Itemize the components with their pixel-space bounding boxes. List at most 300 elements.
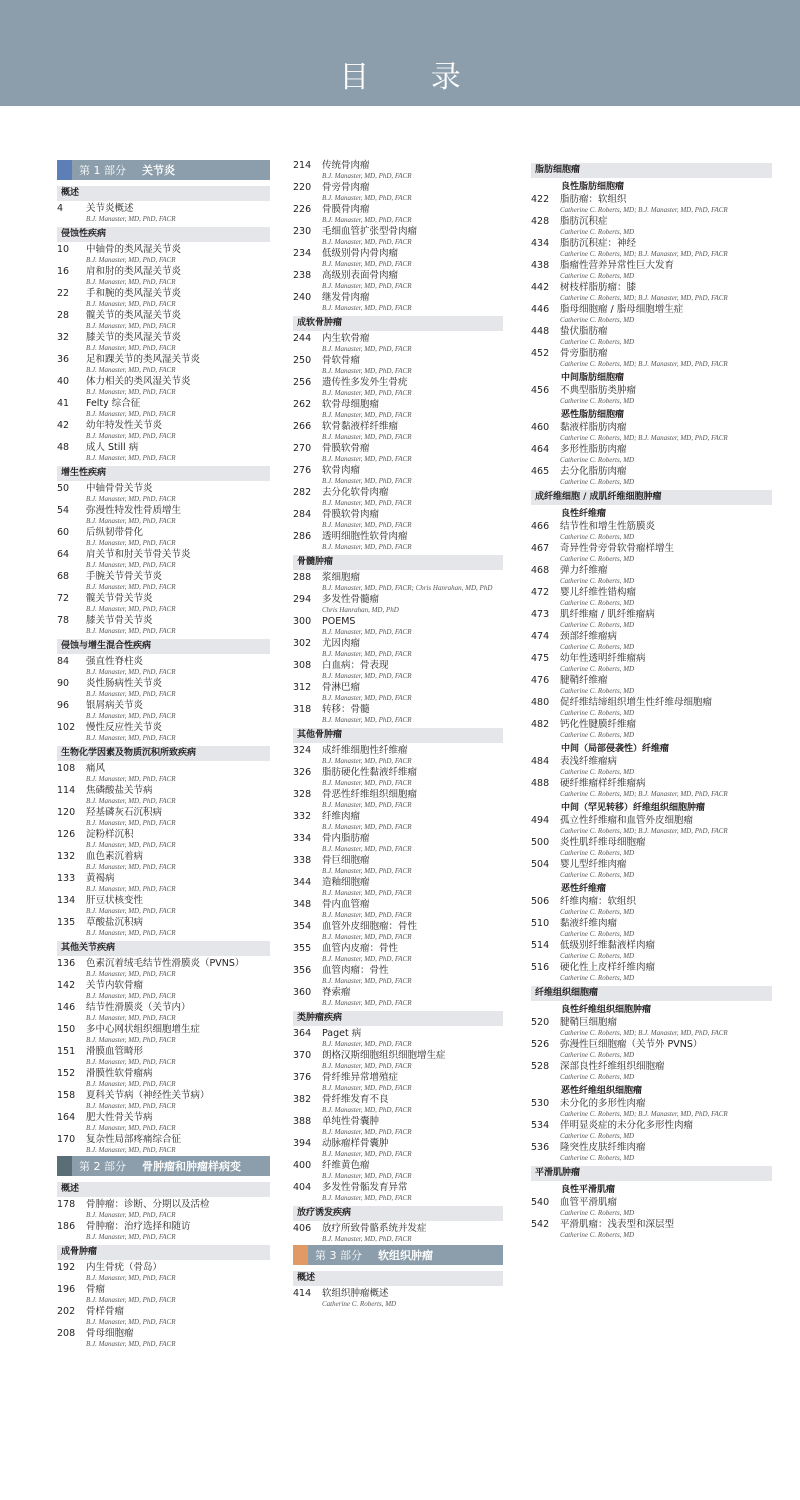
toc-entry[interactable] bbox=[293, 160, 503, 181]
entry-title[interactable]: 继发骨肉瘤 bbox=[322, 292, 370, 303]
toc-entry[interactable] bbox=[531, 697, 772, 718]
toc-entry[interactable] bbox=[531, 837, 772, 858]
toc-entry[interactable] bbox=[293, 1094, 503, 1115]
entry-title[interactable]: 软骨肉瘤 bbox=[322, 465, 361, 476]
toc-entry[interactable] bbox=[531, 719, 772, 740]
entry-author: B.J. Manaster, MD, PhD, FACR bbox=[322, 1106, 412, 1114]
entry-title[interactable]: 树枝样脂肪瘤：膝 bbox=[560, 282, 637, 293]
entry-title[interactable]: 脂肪沉积症 bbox=[560, 216, 608, 227]
entry-title[interactable]: 慢性反应性关节炎 bbox=[86, 722, 163, 733]
entry-title[interactable]: 传统骨肉瘤 bbox=[322, 160, 370, 171]
entry-title[interactable]: 动脉瘤样骨囊肿 bbox=[322, 1138, 389, 1149]
toc-entry[interactable] bbox=[531, 238, 772, 259]
toc-entry[interactable] bbox=[293, 745, 503, 766]
entry-title[interactable]: 夏科关节病（神经性关节病） bbox=[86, 1090, 210, 1101]
page-number: 355 bbox=[293, 943, 312, 954]
entry-title[interactable]: 滑膜性软骨瘤病 bbox=[86, 1068, 153, 1079]
toc-entry[interactable] bbox=[531, 778, 772, 799]
entry-title[interactable]: 不典型脂肪类肿瘤 bbox=[560, 385, 637, 396]
toc-entry[interactable] bbox=[531, 653, 772, 674]
toc-entry[interactable] bbox=[531, 896, 772, 917]
entry-title[interactable]: 硬纤维瘤样纤维瘤病 bbox=[560, 778, 646, 789]
entry-title[interactable]: 黏液样脂肪肉瘤 bbox=[560, 422, 627, 433]
entry-title[interactable]: 骨膜软骨肉瘤 bbox=[322, 509, 380, 520]
entry-text bbox=[322, 1138, 503, 1159]
entry-title[interactable]: 婴儿型纤维肉瘤 bbox=[560, 859, 627, 870]
entry-title[interactable]: 幼年特发性关节炎 bbox=[86, 420, 163, 431]
toc-entry[interactable] bbox=[531, 422, 772, 443]
toc-entry[interactable] bbox=[57, 310, 270, 331]
entry-title[interactable]: 软骨母细胞瘤 bbox=[322, 399, 380, 410]
entry-title[interactable]: 深部良性纤维组织细胞瘤 bbox=[560, 1061, 665, 1072]
entry-title[interactable]: 软组织肿瘤概述 bbox=[322, 1288, 389, 1299]
toc-entry[interactable] bbox=[531, 940, 772, 961]
toc-entry[interactable] bbox=[531, 466, 772, 487]
entry-title[interactable]: 色素沉着绒毛结节性滑膜炎（PVNS） bbox=[86, 958, 245, 969]
entry-title[interactable]: 成纤维细胞性纤维瘤 bbox=[322, 745, 408, 756]
toc-entry[interactable] bbox=[531, 194, 772, 215]
entry-title[interactable]: 弥漫性巨细胞瘤（关节外 PVNS） bbox=[560, 1039, 703, 1050]
page-number: 456 bbox=[531, 385, 550, 396]
entry-title[interactable]: 转移：骨髓 bbox=[322, 704, 370, 715]
entry-title[interactable]: 脂瘤性营养异常性巨大发育 bbox=[560, 260, 675, 271]
toc-entry[interactable] bbox=[293, 421, 503, 442]
entry-title[interactable]: 单纯性骨囊肿 bbox=[322, 1116, 380, 1127]
entry-author: B.J. Manaster, MD, PhD, FACR bbox=[86, 1274, 176, 1282]
entry-title[interactable]: 骨肿瘤：诊断、分期以及活检 bbox=[86, 1199, 210, 1210]
toc-entry[interactable] bbox=[293, 248, 503, 269]
entry-title[interactable]: 中轴骨骨关节炎 bbox=[86, 483, 153, 494]
toc-entry[interactable] bbox=[293, 465, 503, 486]
entry-text bbox=[86, 593, 270, 614]
entry-title[interactable]: 成人 Still 病 bbox=[86, 442, 139, 453]
entry-title[interactable]: 骨淋巴瘤 bbox=[322, 682, 361, 693]
toc-entry[interactable] bbox=[293, 987, 503, 1008]
entry-author: Catherine C. Roberts, MD; B.J. Manaster, MD, PhD, FACR bbox=[560, 827, 728, 835]
subsection-heading: 恶性纤维瘤 bbox=[561, 884, 607, 894]
entry-title[interactable]: 促纤维结缔组织增生性纤维母细胞瘤 bbox=[560, 697, 713, 708]
entry-title[interactable]: 羟基磷灰石沉积病 bbox=[86, 807, 163, 818]
toc-entry[interactable] bbox=[293, 509, 503, 530]
toc-entry[interactable] bbox=[57, 895, 270, 916]
page-number: 64 bbox=[57, 549, 70, 560]
toc-entry[interactable] bbox=[293, 1050, 503, 1071]
entry-title[interactable]: 骨软骨瘤 bbox=[322, 355, 361, 366]
toc-entry[interactable] bbox=[57, 1024, 270, 1045]
toc-entry[interactable] bbox=[293, 638, 503, 659]
entry-title[interactable]: 低级别纤维黏液样肉瘤 bbox=[560, 940, 656, 951]
toc-entry[interactable] bbox=[293, 1072, 503, 1093]
entry-title[interactable]: 隆突性皮肤纤维肉瘤 bbox=[560, 1142, 646, 1153]
toc-entry[interactable] bbox=[57, 785, 270, 806]
entry-title[interactable]: 银屑病关节炎 bbox=[86, 700, 144, 711]
entry-title[interactable]: 强直性脊柱炎 bbox=[86, 656, 144, 667]
entry-title[interactable]: 婴儿纤维性错构瘤 bbox=[560, 587, 637, 598]
toc-entry[interactable] bbox=[57, 958, 270, 979]
entry-title[interactable]: 骨样骨瘤 bbox=[86, 1306, 125, 1317]
toc-entry[interactable] bbox=[531, 1061, 772, 1082]
entry-title[interactable]: 炎性肠病性关节炎 bbox=[86, 678, 163, 689]
toc-entry[interactable] bbox=[293, 616, 503, 637]
entry-text bbox=[322, 833, 503, 854]
entry-title[interactable]: 足和踝关节的类风湿关节炎 bbox=[86, 354, 201, 365]
entry-title[interactable]: 血管平滑肌瘤 bbox=[560, 1197, 618, 1208]
toc-entry[interactable] bbox=[531, 348, 772, 369]
toc-entry[interactable] bbox=[57, 829, 270, 850]
entry-title[interactable]: 骨内脂肪瘤 bbox=[322, 833, 370, 844]
entry-title[interactable]: 白血病：骨表现 bbox=[322, 660, 389, 671]
entry-title[interactable]: Felty 综合征 bbox=[86, 398, 141, 409]
entry-title[interactable]: 奇异性骨旁骨软骨瘤样增生 bbox=[560, 543, 675, 554]
entry-title[interactable]: 尤因肉瘤 bbox=[322, 638, 361, 649]
toc-entry[interactable] bbox=[57, 244, 270, 265]
toc-entry[interactable] bbox=[293, 877, 503, 898]
toc-entry[interactable] bbox=[293, 1182, 503, 1203]
page-number: 500 bbox=[531, 837, 550, 848]
entry-title[interactable]: 手和腕的类风湿关节炎 bbox=[86, 288, 182, 299]
entry-text bbox=[322, 1116, 503, 1137]
entry-title[interactable]: 骨纤维异常增殖症 bbox=[322, 1072, 399, 1083]
entry-title[interactable]: 肩关节和肘关节骨关节炎 bbox=[86, 549, 191, 560]
toc-entry[interactable] bbox=[57, 1068, 270, 1089]
toc-entry[interactable] bbox=[57, 917, 270, 938]
toc-entry[interactable] bbox=[57, 1221, 270, 1242]
entry-author: B.J. Manaster, MD, PhD, FACR bbox=[86, 1211, 176, 1219]
toc-entry[interactable] bbox=[293, 399, 503, 420]
part-title: 骨肿瘤和肿瘤样病变 bbox=[142, 1160, 241, 1173]
entry-title[interactable]: 体力相关的类风湿关节炎 bbox=[86, 376, 191, 387]
toc-entry[interactable] bbox=[531, 815, 772, 836]
toc-entry[interactable] bbox=[293, 377, 503, 398]
entry-title[interactable]: 腱鞘巨细胞瘤 bbox=[560, 1017, 618, 1028]
toc-entry[interactable] bbox=[293, 204, 503, 225]
toc-entry[interactable] bbox=[293, 572, 503, 593]
entry-title[interactable]: 弹力纤维瘤 bbox=[560, 565, 608, 576]
entry-title[interactable]: 幼年性透明纤维瘤病 bbox=[560, 653, 646, 664]
entry-title[interactable]: 骨巨细胞瘤 bbox=[322, 855, 370, 866]
entry-title[interactable]: 高级别表面骨肉瘤 bbox=[322, 270, 399, 281]
entry-title[interactable]: 血管内皮瘤：骨性 bbox=[322, 943, 399, 954]
entry-title[interactable]: 髋关节骨关节炎 bbox=[86, 593, 153, 604]
toc-entry[interactable] bbox=[531, 587, 772, 608]
toc-entry[interactable] bbox=[293, 660, 503, 681]
entry-author: B.J. Manaster, MD, PhD, FACR bbox=[86, 1233, 176, 1241]
entry-title[interactable]: 炎性肌纤维母细胞瘤 bbox=[560, 837, 646, 848]
toc-entry[interactable] bbox=[531, 216, 772, 237]
toc-entry[interactable] bbox=[57, 678, 270, 699]
toc-entry[interactable] bbox=[57, 505, 270, 526]
toc-entry[interactable] bbox=[57, 527, 270, 548]
toc-entry[interactable] bbox=[531, 282, 772, 303]
toc-entry[interactable] bbox=[531, 609, 772, 630]
entry-title[interactable]: 纤维肉瘤：软组织 bbox=[560, 896, 637, 907]
entry-title[interactable]: 多发性骨髓瘤 bbox=[322, 594, 380, 605]
entry-title[interactable]: 髋关节的类风湿关节炎 bbox=[86, 310, 182, 321]
entry-title[interactable]: 骨恶性纤维组织细胞瘤 bbox=[322, 789, 418, 800]
toc-entry[interactable] bbox=[293, 767, 503, 788]
toc-entry[interactable] bbox=[293, 899, 503, 920]
entry-title[interactable]: 平滑肌瘤：浅表型和深层型 bbox=[560, 1219, 675, 1230]
toc-entry[interactable] bbox=[293, 1116, 503, 1137]
page-number: 142 bbox=[57, 980, 76, 991]
entry-title[interactable]: 淀粉样沉积 bbox=[86, 829, 134, 840]
page-number: 360 bbox=[293, 987, 312, 998]
toc-entry[interactable] bbox=[293, 811, 503, 832]
entry-title[interactable]: 造釉细胞瘤 bbox=[322, 877, 370, 888]
entry-title[interactable]: 黏液纤维肉瘤 bbox=[560, 918, 618, 929]
section-heading: 其他关节疾病 bbox=[57, 941, 270, 956]
toc-entry[interactable] bbox=[293, 682, 503, 703]
page-number: 364 bbox=[293, 1028, 312, 1039]
entry-title[interactable]: 肩和肘的类风湿关节炎 bbox=[86, 266, 182, 277]
toc-entry[interactable] bbox=[57, 1328, 270, 1349]
toc-entry[interactable] bbox=[57, 420, 270, 441]
entry-author: B.J. Manaster, MD, PhD, FACR bbox=[322, 1040, 412, 1048]
toc-entry[interactable] bbox=[293, 443, 503, 464]
toc-entry[interactable] bbox=[57, 980, 270, 1001]
entry-title[interactable]: 软骨黏液样纤维瘤 bbox=[322, 421, 399, 432]
entry-title[interactable]: 硬化性上皮样纤维肉瘤 bbox=[560, 962, 656, 973]
entry-title[interactable]: 骨膜软骨瘤 bbox=[322, 443, 370, 454]
entry-title[interactable]: 脊索瘤 bbox=[322, 987, 351, 998]
entry-title[interactable]: 骨瘤 bbox=[86, 1284, 106, 1295]
toc-entry[interactable] bbox=[57, 1002, 270, 1023]
toc-entry[interactable] bbox=[57, 354, 270, 375]
toc-entry[interactable] bbox=[57, 288, 270, 309]
entry-title[interactable]: 黄褐病 bbox=[86, 873, 115, 884]
entry-title[interactable]: 纤维黄色瘤 bbox=[322, 1160, 370, 1171]
entry-title[interactable]: 弥漫性特发性骨质增生 bbox=[86, 505, 182, 516]
entry-title[interactable]: 结节性和增生性筋膜炎 bbox=[560, 521, 656, 532]
toc-entry[interactable] bbox=[57, 700, 270, 721]
toc-entry[interactable] bbox=[531, 565, 772, 586]
toc-entry[interactable] bbox=[531, 631, 772, 652]
entry-title[interactable]: 滑膜血管畸形 bbox=[86, 1046, 144, 1057]
toc-entry[interactable] bbox=[57, 1284, 270, 1305]
toc-entry[interactable] bbox=[57, 1046, 270, 1067]
toc-entry[interactable] bbox=[293, 226, 503, 247]
entry-title[interactable]: 骨旁骨肉瘤 bbox=[322, 182, 370, 193]
entry-author: B.J. Manaster, MD, PhD, FACR bbox=[322, 345, 412, 353]
toc-entry[interactable] bbox=[531, 1098, 772, 1119]
entry-text bbox=[560, 918, 772, 939]
entry-title[interactable]: 遗传性多发外生骨疣 bbox=[322, 377, 408, 388]
toc-entry[interactable] bbox=[57, 1134, 270, 1155]
toc-entry[interactable] bbox=[531, 962, 772, 983]
entry-title[interactable]: 去分化脂肪肉瘤 bbox=[560, 466, 627, 477]
toc-entry[interactable] bbox=[57, 763, 270, 784]
entry-author: B.J. Manaster, MD, PhD, FACR bbox=[322, 172, 412, 180]
toc-entry[interactable] bbox=[293, 182, 503, 203]
entry-title[interactable]: 伴明显炎症的未分化多形性肉瘤 bbox=[560, 1120, 694, 1131]
entry-title[interactable]: 放疗所致骨骼系统并发症 bbox=[322, 1223, 427, 1234]
entry-title[interactable]: 朗格汉斯细胞组织细胞增生症 bbox=[322, 1050, 446, 1061]
entry-title[interactable]: 表浅纤维瘤病 bbox=[560, 756, 618, 767]
toc-entry[interactable] bbox=[293, 1288, 503, 1309]
entry-title[interactable]: 骨肿瘤：治疗选择和随访 bbox=[86, 1221, 191, 1232]
toc-entry[interactable] bbox=[57, 442, 270, 463]
toc-entry[interactable] bbox=[293, 704, 503, 725]
entry-title[interactable]: 骨旁脂肪瘤 bbox=[560, 348, 608, 359]
toc-entry[interactable] bbox=[293, 921, 503, 942]
entry-title[interactable]: 结节性滑膜炎（关节内） bbox=[86, 1002, 191, 1013]
entry-title[interactable]: Paget 病 bbox=[322, 1028, 362, 1039]
entry-title[interactable]: 血管外皮细胞瘤：骨性 bbox=[322, 921, 418, 932]
entry-title[interactable]: 痛风 bbox=[86, 763, 106, 774]
toc-entry[interactable] bbox=[531, 1142, 772, 1163]
toc-entry[interactable] bbox=[293, 789, 503, 810]
entry-title[interactable]: 焦磷酸盐关节病 bbox=[86, 785, 153, 796]
entry-title[interactable]: 关节炎概述 bbox=[86, 203, 134, 214]
toc-entry[interactable] bbox=[57, 203, 270, 224]
toc-entry[interactable] bbox=[293, 965, 503, 986]
entry-title[interactable]: 中轴骨的类风湿关节炎 bbox=[86, 244, 182, 255]
entry-text bbox=[86, 1199, 270, 1220]
toc-entry[interactable] bbox=[531, 326, 772, 347]
toc-entry[interactable] bbox=[531, 918, 772, 939]
page-number: 32 bbox=[57, 332, 70, 343]
toc-entry[interactable] bbox=[293, 270, 503, 291]
entry-text bbox=[322, 789, 503, 810]
entry-title[interactable]: 未分化的多形性肉瘤 bbox=[560, 1098, 646, 1109]
entry-title[interactable]: 脂肪沉积症：神经 bbox=[560, 238, 637, 249]
toc-entry[interactable] bbox=[293, 1028, 503, 1049]
toc-entry[interactable] bbox=[57, 398, 270, 419]
toc-entry[interactable] bbox=[531, 1219, 772, 1240]
toc-entry[interactable] bbox=[531, 1039, 772, 1060]
toc-entry[interactable] bbox=[531, 756, 772, 777]
toc-entry[interactable] bbox=[531, 304, 772, 325]
entry-title[interactable]: 血管肉瘤：骨性 bbox=[322, 965, 389, 976]
toc-entry[interactable] bbox=[57, 722, 270, 743]
entry-title[interactable]: 去分化软骨肉瘤 bbox=[322, 487, 389, 498]
entry-author: B.J. Manaster, MD, PhD, FACR bbox=[322, 628, 412, 636]
entry-title[interactable]: 骨膜骨肉瘤 bbox=[322, 204, 370, 215]
entry-text bbox=[322, 377, 503, 398]
toc-entry[interactable] bbox=[57, 332, 270, 353]
toc-entry[interactable] bbox=[57, 1112, 270, 1133]
entry-title[interactable]: 蛰伏脂肪瘤 bbox=[560, 326, 608, 337]
toc-entry[interactable] bbox=[57, 376, 270, 397]
entry-title[interactable]: 骨母细胞瘤 bbox=[86, 1328, 134, 1339]
toc-entry[interactable] bbox=[531, 444, 772, 465]
toc-entry[interactable] bbox=[293, 1223, 503, 1244]
entry-title[interactable]: 多中心网状组织细胞增生症 bbox=[86, 1024, 201, 1035]
entry-title[interactable]: 腱鞘纤维瘤 bbox=[560, 675, 608, 686]
entry-title[interactable]: 血色素沉着病 bbox=[86, 851, 144, 862]
toc-entry[interactable] bbox=[57, 807, 270, 828]
toc-entry[interactable] bbox=[293, 833, 503, 854]
toc-entry[interactable] bbox=[293, 1160, 503, 1181]
entry-text bbox=[560, 837, 772, 858]
entry-text bbox=[560, 466, 772, 487]
entry-title[interactable]: 毛细血管扩张型骨肉瘤 bbox=[322, 226, 418, 237]
toc-entry[interactable] bbox=[57, 1306, 270, 1327]
entry-title[interactable]: 纤维肉瘤 bbox=[322, 811, 361, 822]
entry-title[interactable]: 脂母细胞瘤 / 脂母细胞增生症 bbox=[560, 304, 684, 315]
toc-entry[interactable] bbox=[293, 1138, 503, 1159]
toc-entry[interactable] bbox=[531, 675, 772, 696]
toc-entry[interactable] bbox=[57, 1262, 270, 1283]
entry-title[interactable]: 内生骨疣（骨岛） bbox=[86, 1262, 163, 1273]
entry-title[interactable]: 孤立性纤维瘤和血管外皮细胞瘤 bbox=[560, 815, 694, 826]
page-number: 133 bbox=[57, 873, 76, 884]
toc-entry[interactable] bbox=[531, 1197, 772, 1218]
toc-entry[interactable] bbox=[293, 355, 503, 376]
toc-entry[interactable] bbox=[531, 859, 772, 880]
entry-author: B.J. Manaster, MD, PhD, FACR bbox=[322, 411, 412, 419]
page-number: 158 bbox=[57, 1090, 76, 1101]
toc-entry[interactable] bbox=[57, 266, 270, 287]
toc-entry[interactable] bbox=[531, 385, 772, 406]
entry-title[interactable]: 脂肪瘤：软组织 bbox=[560, 194, 627, 205]
entry-title[interactable]: 脂肪硬化性黏液纤维瘤 bbox=[322, 767, 418, 778]
toc-entry[interactable] bbox=[531, 1120, 772, 1141]
entry-title[interactable]: 骨纤维发育不良 bbox=[322, 1094, 389, 1105]
entry-title[interactable]: 手腕关节骨关节炎 bbox=[86, 571, 163, 582]
toc-entry[interactable] bbox=[531, 521, 772, 542]
page-number: 136 bbox=[57, 958, 76, 969]
entry-title[interactable]: 多形性脂肪肉瘤 bbox=[560, 444, 627, 455]
toc-entry[interactable] bbox=[57, 873, 270, 894]
toc-entry[interactable] bbox=[57, 571, 270, 592]
entry-title[interactable]: 内生软骨瘤 bbox=[322, 333, 370, 344]
toc-entry[interactable] bbox=[57, 615, 270, 636]
entry-text bbox=[86, 203, 270, 224]
toc-entry[interactable] bbox=[293, 855, 503, 876]
entry-title[interactable]: 透明细胞性软骨肉瘤 bbox=[322, 531, 408, 542]
toc-entry[interactable] bbox=[57, 1199, 270, 1220]
entry-title[interactable]: 膝关节的类风湿关节炎 bbox=[86, 332, 182, 343]
entry-title[interactable]: 后纵韧带骨化 bbox=[86, 527, 144, 538]
entry-text bbox=[86, 376, 270, 397]
toc-entry[interactable] bbox=[293, 292, 503, 313]
entry-title[interactable]: 肝豆状核变性 bbox=[86, 895, 144, 906]
toc-entry[interactable] bbox=[57, 656, 270, 677]
toc-entry[interactable] bbox=[57, 483, 270, 504]
page-number: 414 bbox=[293, 1288, 312, 1299]
toc-entry[interactable] bbox=[293, 487, 503, 508]
entry-title[interactable]: 低级别骨内骨肉瘤 bbox=[322, 248, 399, 259]
toc-entry[interactable] bbox=[293, 531, 503, 552]
toc-entry[interactable] bbox=[57, 1090, 270, 1111]
entry-author: B.J. Manaster, MD, PhD, FACR bbox=[86, 907, 176, 915]
entry-author: B.J. Manaster, MD, PhD, FACR bbox=[322, 216, 412, 224]
entry-title[interactable]: 骨内血管瘤 bbox=[322, 899, 370, 910]
toc-entry[interactable] bbox=[293, 333, 503, 354]
toc-entry[interactable] bbox=[531, 543, 772, 564]
entry-title[interactable]: 复杂性局部疼痛综合征 bbox=[86, 1134, 182, 1145]
entry-title[interactable]: POEMS bbox=[322, 616, 356, 627]
toc-entry[interactable] bbox=[293, 594, 503, 615]
entry-title[interactable]: 膝关节骨关节炎 bbox=[86, 615, 153, 626]
toc-entry[interactable] bbox=[57, 549, 270, 570]
toc-entry[interactable] bbox=[57, 593, 270, 614]
entry-title[interactable]: 关节内软骨瘤 bbox=[86, 980, 144, 991]
entry-title[interactable]: 多发性骨骺发育异常 bbox=[322, 1182, 408, 1193]
entry-title[interactable]: 肌纤维瘤 / 肌纤维瘤病 bbox=[560, 609, 655, 620]
toc-entry[interactable] bbox=[293, 943, 503, 964]
toc-entry[interactable] bbox=[531, 260, 772, 281]
entry-title[interactable]: 草酸盐沉积病 bbox=[86, 917, 144, 928]
toc-entry[interactable] bbox=[57, 851, 270, 872]
entry-title[interactable]: 肥大性骨关节病 bbox=[86, 1112, 153, 1123]
entry-title[interactable]: 浆细胞瘤 bbox=[322, 572, 361, 583]
toc-entry[interactable] bbox=[531, 1017, 772, 1038]
page-number: 520 bbox=[531, 1017, 550, 1028]
entry-title[interactable]: 钙化性腱膜纤维瘤 bbox=[560, 719, 637, 730]
entry-title[interactable]: 颈部纤维瘤病 bbox=[560, 631, 618, 642]
